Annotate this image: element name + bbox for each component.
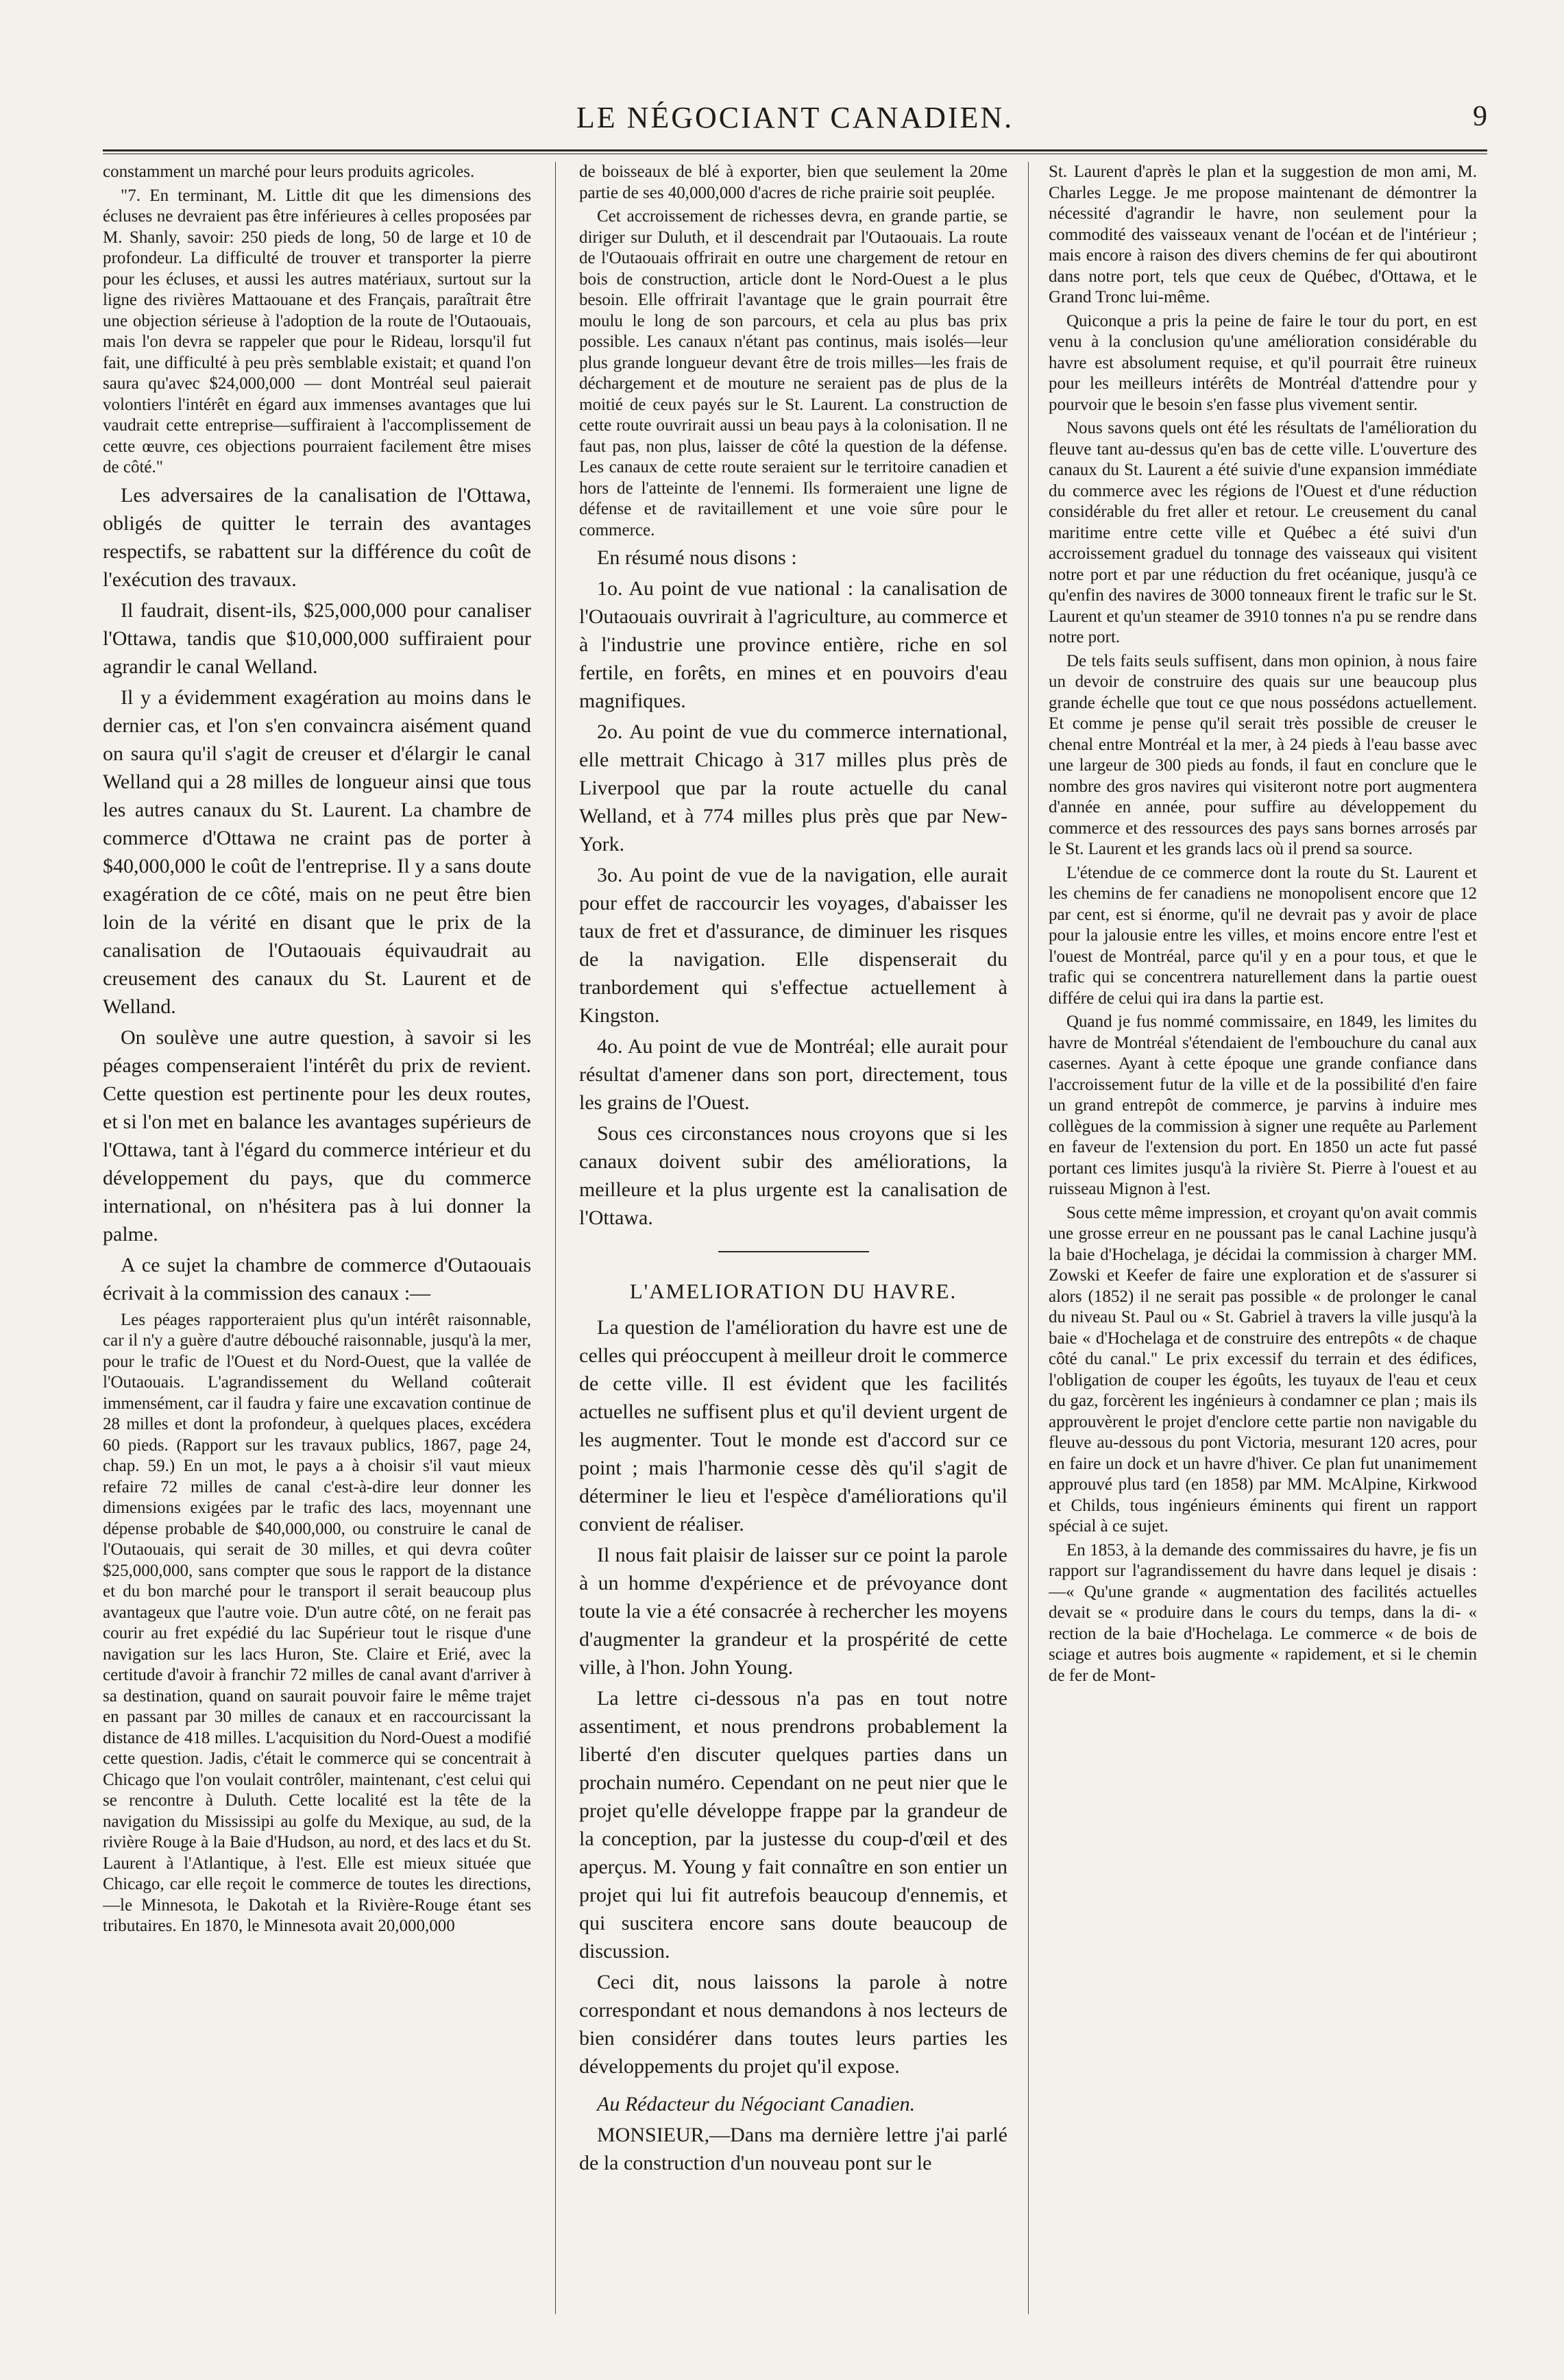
paragraph: Il nous fait plaisir de laisser sur ce point la parole à un homme d'expérience et de prévoyance dont toute la vie a été consacrée à rechercher les moyens d'augmenter la grandeur et la prospérité de cette ville, à l'hon. John Young. [579,1544,1007,1679]
paragraph: Il y a évidemment exagération au moins dans le dernier cas, et l'on s'en convaincra aisément quand on saura qu'il s'agit de creuser et d'élargir le canal Welland qui a 28 milles de longueur ainsi que tous les autres canaux du St. Laurent. La chambre de commerce d'Ottawa ne craint pas de porter à $40,000,000 le coût de l'entreprise. Il y a sans doute exagération de ce côté, mais on ne peut être bien loin de la vérité en disant que le prix de la canalisation de l'Outaouais équivaudrait au creusement des canaux du St. Laurent et de Welland. [103,685,531,1018]
paragraph: MONSIEUR,—Dans ma dernière lettre j'ai parlé de la construction d'un nouveau pont sur le [579,2124,1007,2175]
column-divider-left [555,162,556,2314]
paragraph: 1o. Au point de vue national : la canalisation de l'Outaouais ouvrirait à l'agriculture, au commerce et à l'industrie une province entière, riche en sol fertile, en forêts, en mines et en pouvoirs d'eau magnifiques. [579,577,1007,712]
paragraph: Il faudrait, disent-ils, $25,000,000 pour canaliser l'Ottawa, tandis que $10,000,000 suffiraient pour agrandir le canal Welland. [103,598,531,678]
paragraph: De tels faits seuls suffisent, dans mon opinion, à nous faire un devoir de construire des quais sur une beaucoup plus grande échelle que tout ce que nous possédons actuellement. Et comme je pense qu'il serait très possible de creuser le chenal entre Montréal et la mer, à 24 pieds à l'eau basse avec une largeur de 300 pieds au fonds, il faut en conclure que le nombre des gros navires qui visiteront notre port augmentera d'année en année, pour suffire au développement du commerce et des ressources des pays sans bornes arrosés par le St. Laurent et les grands lacs où il prend sa source. [1049,651,1477,858]
column-left [103,162,531,2314]
paragraph: On soulève une autre question, à savoir si les péages compenseraient l'intérêt du prix de revient. Cette question est pertinente pour les deux routes, et si l'on met en balance les avantages supérieurs de l'Ottawa, tant à l'égard du commerce intérieur et du développement du pays, que du commerce international, on n'hésitera pas à lui donner la palme. [103,1025,531,1246]
paragraph: Quand je fus nommé commissaire, en 1849, les limites du havre de Montréal s'étendaient de l'embouchure du canal aux casernes. Ayant à cette époque une grande confiance dans l'accroissement futur de la ville et de la possibilité d'en faire un grand entrepôt de commerce, je parvins à induire mes collègues de la commission à signer une requête au Parlement en faveur de l'extension du port. En 1850 un acte fut passé portant ces limites jusqu'à la rivière St. Pierre à l'ouest et au ruisseau Mignon à l'est. [1049,1012,1477,1198]
paragraph: 2o. Au point de vue du commerce international, elle mettrait Chicago à 317 milles plus près de Liverpool que par la route actuelle du canal Welland, et à 774 milles plus près que par New-York. [579,720,1007,855]
paragraph: Sous cette même impression, et croyant qu'on avait commis une grosse erreur en ne poussant pas le canal Lachine jusqu'à la baie d'Hochelaga, je décidai la commission à charger MM. Zowski et Keefer de faire une exploration et de s'assurer si alors (1852) il ne serait pas possible « de prolonger le canal du niveau St. Paul ou « St. Gabriel à travers la ville jusqu'à la baie « d'Hochelaga et de construire des entrepôts « de chaque côté du canal." Le prix excessif du terrain et des édifices, l'obligation de couper les égoûts, les tuyaux de l'eau et ceux du gaz, forcèrent les ingénieurs à condamner ce plan ; mais ils approuvèrent le projet d'enclore cette partie non navigable du fleuve au-dessous du pont Victoria, mesurant 120 acres, pour en faire un dock et un havre d'hiver. Ce plan fut unanimement approuvé plus tard (en 1858) par MM. McAlpine, Kirkwood et Childs, tous ingénieurs éminents qui firent un rapport spécial à ce sujet. [1049,1203,1477,1535]
paragraph: Quiconque a pris la peine de faire le tour du port, en est venu à la conclusion qu'une amélioration considérable du havre est absolument requise, et qu'il pourrait être ruineux pour les meilleurs intérêts de Montréal d'attendre pour y pourvoir que le besoin s'en fasse plus vivement sentir. [1049,311,1477,414]
paragraph: 4o. Au point de vue de Montréal; elle aurait pour résultat d'amener dans son port, directement, tous les grains de l'Ouest. [579,1035,1007,1114]
paragraph: Ceci dit, nous laissons la parole à notre correspondant et nous demandons à nos lecteurs de bien considérer dans toutes leurs parties les développements du projet qu'il expose. [579,1971,1007,2078]
paragraph: L'étendue de ce commerce dont la route du St. Laurent et les chemins de fer canadiens ne monopolisent encore que 12 par cent, est si énorme, qu'il ne devrait pas y avoir de place pour la jalousie entre les villes, et moins encore entre l'est et l'ouest de Montréal, parce qu'il y en a pour tous, et que le trafic qui se concentrera naturellement dans la partie ouest différe de celui qui ira dans la partie est. [1049,863,1477,1008]
salutation: Au Rédacteur du Négociant Canadien. [597,2093,916,2116]
column-right [1049,162,1477,2314]
section-heading: L'AMELIORATION DU HAVRE. [629,1278,957,1303]
paragraph: La question de l'amélioration du havre est une de celles qui préoccupent à meilleur droit le commerce de cette ville. Il est évident que les facilités actuelles ne suffisent plus et qu'il devient urgent de les augmenter. Tout le monde est d'accord sur ce point ; mais l'harmonie cesse dès qu'il s'agit de déterminer le lieu et l'espèce d'améliorations qu'il convient de réaliser. [579,1316,1007,1536]
paragraph: "7. En terminant, M. Little dit que les dimensions des écluses ne devraient pas être inférieures à celles proposées par M. Shanly, savoir: 250 pieds de long, 50 de large et 10 de profondeur. La difficulté de trouver et transporter la pierre pour les écluses, et aussi les autres matériaux, surtout sur la ligne des rivières Mattaouane et des Français, paraîtrait être une objection sérieuse à l'adoption de la route de l'Outaouais, mais l'on devra se rappeler que pour le Rideau, lorsqu'il fut fait, une difficulté à peu près semblable existait; et quand l'on saura qu'avec $24,000,000 — dont Montréal seul paierait volontiers l'intérêt en égard aux immenses avantages que lui vaudrait cette entreprise—suffiraient à l'accomplissement de cette œuvre, ces objections pourraient facilement être mises de côté." [103,186,531,476]
section-divider [579,1239,1007,1262]
paragraph: 3o. Au point de vue de la navigation, elle aurait pour effet de raccourcir les voyages, d'abaisser les taux de fret et d'assurance, de diminuer les risques de la navigation. Elle dispenserait du tranbordement qui s'effectue actuellement à Kingston. [579,864,1007,1027]
page-number: 9 [1473,101,1487,132]
paragraph: En 1853, à la demande des commissaires du havre, je fis un rapport sur l'agrandissement du havre dans lequel je disais :—« Qu'une grande « augmentation des facilités actuelles devait se « produire dans le cours du temps, dans la di- « rection de la baie d'Hochelaga. Le commerce « de bois de sciage et autres bois augmente « rapidement, et si le chemin de fer de Mont- [1049,1540,1477,1685]
paragraph: La lettre ci-dessous n'a pas en tout notre assentiment, et nous prendrons probablement la liberté d'en discuter quelques parties dans un prochain numéro. Cependant on ne peut nier que le projet qu'elle développe frappe par la grandeur de la conception, par la justesse du coup-d'œil et des aperçus. M. Young y fait connaître en son entier un projet qui lui fit autrefois beaucoup d'ennemis, et qui suscitera encore sans doute beaucoup de discussion. [579,1687,1007,1963]
masthead [103,96,1487,144]
masthead-rule [103,149,1487,151]
paragraph: Nous savons quels ont été les résultats de l'amélioration du fleuve tant au-dessus qu'en bas de cette ville. L'ouverture des canaux du St. Laurent a été suivie d'une expansion immédiate du commerce avec les régions de l'Ouest et d'une réduction considérable du fret aller et retour. Le creusement du canal maritime entre cette ville et Québec a été suivi d'un accroissement graduel du tonnage des vaisseaux qui visitent notre port et par une réduction du fret océanique, jusqu'à ce qu'enfin des navires de 3000 tonneaux firent le trafic sur le St. Laurent et qu'un steamer de 3910 tonnes n'a pu se rendre dans notre port. [1049,419,1477,646]
column-middle [579,162,1007,2314]
paragraph: St. Laurent d'après le plan et la suggestion de mon ami, M. Charles Legge. Je me propose maintenant de démontrer la nécessité d'agrandir le havre, non seulement pour la commodité des vaisseaux venant de l'océan et de l'intérieur ; mais encore à raison des divers chemins de fer qui aboutiront dans notre port, tels que ceux de Québec, d'Ottawa, et le Grand Tronc lui-même. [1049,162,1477,306]
paragraph: Les adversaires de la canalisation de l'Ottawa, obligés de quitter le terrain des avantages respectifs, se rabattent sur la différence du coût de l'exécution des travaux. [103,483,531,591]
paragraph: A ce sujet la chambre de commerce d'Outaouais écrivait à la commission des canaux :— [103,1253,531,1304]
paragraph: En résumé nous disons : [597,546,797,569]
paragraph: de boisseaux de blé à exporter, bien que seulement la 20me partie de ses 40,000,000 d'acres de riche prairie soit peuplée. [579,162,1007,202]
newspaper-title: LE NÉGOCIANT CANADIEN. [576,101,1014,134]
paragraph: constamment un marché pour leurs produits agricoles. [103,162,475,181]
paragraph: Sous ces circonstances nous croyons que si les canaux doivent subir des améliorations, la meilleure et la plus urgente est la canalisation de l'Ottawa. [579,1122,1007,1229]
paragraph: Les péages rapporteraient plus qu'un intérêt raisonnable, car il n'y a guère d'autre débouché raisonnable, jusqu'à la mer, pour le trafic de l'Ouest et du Nord-Ouest, que la vallée de l'Outaouais. L'agrandissement du Welland coûterait immensément, car il faudra y faire une excavation continue de 28 milles et dont la profondeur, à quelques places, excédera 60 pieds. (Rapport sur les travaux publics, 1867, page 24, chap. 59.) En un mot, le pays a à choisir s'il vaut mieux refaire 72 milles de canal c'est-à-dire leur donner les dimensions exigées par le trafic des lacs, moyennant une dépense probable de $40,000,000, ou construire le canal de l'Outaouais, qui serait de 30 milles, et qui devra coûter $25,000,000, sans compter que sous le rapport de la distance et du bon marché pour le transport il serait beaucoup plus avantageux que l'autre voie. D'un autre côté, on ne ferait pas courir au fret expédié du lac Supérieur tout le risque d'une navigation sur les lacs Huron, Ste. Claire et Erié, avec la certitude d'avoir à franchir 72 milles de canal avant d'arriver à sa destination, quand on saurait pouvoir faire le même trajet en passant par 30 milles de canaux et en raccourcissant la distance de 418 milles. L'acquisition du Nord-Ouest a modifié cette question. Jadis, c'était le commerce qui se concentrait à Chicago que l'on voulait contrôler, maintenant, c'est celui qui se rencontre à Duluth. Cette localité est la tête de la navigation du Mississipi au golfe du Mexique, au sud, de la rivière Rouge à la Baie d'Hudson, au nord, et des lacs et du St. Laurent à l'Atlantique, à l'est. Elle est mieux située que Chicago, car elle reçoit le commerce de toutes les directions,—le Minnesota, le Dakotah et la Rivière-Rouge étant ses tributaires. En 1870, le Minnesota avait 20,000,000 [103,1310,531,1935]
column-divider-right [1028,162,1029,2314]
paragraph: Cet accroissement de richesses devra, en grande partie, se diriger sur Duluth, et il descendrait par l'Outaouais. La route de l'Outaouais offrirait en outre une chargement de retour en bois de construction, article dont le Nord-Ouest a le plus besoin. Elle offrirait l'avantage que le grain pourrait être moulu le long de son parcours, et cela au plus bas prix possible. Les canaux n'étant pas continus, mais isolés—leur plus grande longueur devant être de trois milles—les frais de déchargement et de mouture ne seraient pas de plus de la moitié de ceux payés sur le St. Laurent. La construction de cette route ouvrirait aussi un beau pays à la colonisation. Il ne faut pas, non plus, laisser de côté la question de la défense. Les canaux de cette route seraient sur le territoire canadien et hors de l'atteinte de l'ennemi. Ils formeraient une ligne de défense et de ravitaillement et une voie sûre pour le commerce. [579,207,1007,539]
